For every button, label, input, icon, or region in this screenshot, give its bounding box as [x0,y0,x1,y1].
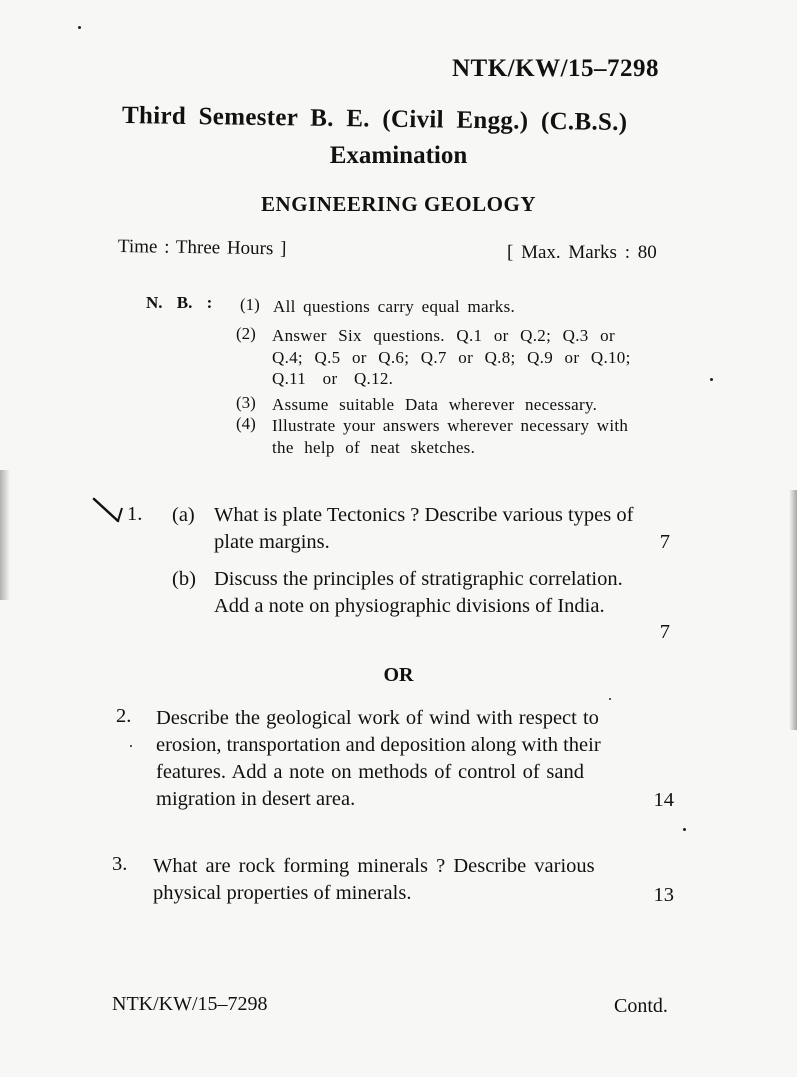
question-text: migration in desert area. [156,788,356,810]
question-number: 3. [112,853,128,875]
scan-speck [130,745,132,747]
scan-speck [78,26,81,29]
scan-speck [683,828,686,831]
question-text: Discuss the principles of stratigraphic correlation. [214,568,623,590]
exam-title: Third Semester B. E. (Civil Engg.) (C.B.S.) [121,102,628,137]
question-part-label: (a) [172,504,195,526]
paper-code: NTK/KW/15–7298 [452,55,660,82]
question-text: Describe the geological work of wind with respect to [156,707,599,729]
question-marks: 7 [659,531,670,553]
question-marks: 14 [653,789,674,811]
question-text: physical properties of minerals. [153,882,412,904]
scan-speck [710,378,713,381]
note-line: Assume suitable Data wherever necessary. [272,395,598,414]
footer-paper-code: NTK/KW/15–7298 [112,993,268,1015]
max-marks: [ Max. Marks : 80 [507,242,657,263]
question-number: 2. [116,705,132,727]
scan-edge-left [0,470,10,600]
question-text: erosion, transportation and deposition along with their [156,734,601,756]
exam-title-line2: Examination [329,142,468,169]
question-number: 1. [127,503,143,525]
question-marks: 7 [659,621,670,643]
question-text: What is plate Tectonics ? Describe various types of [214,504,634,526]
question-text: plate margins. [214,531,330,553]
question-text: What are rock forming minerals ? Describe various [153,855,595,877]
scan-speck [609,698,611,700]
continued-label: Contd. [614,995,668,1017]
note-line: All questions carry equal marks. [273,297,516,316]
note-line: Illustrate your answers wherever necessary with [272,416,629,435]
note-number: (3) [236,393,256,412]
or-separator: OR [383,664,414,686]
time-allowed: Time : Three Hours ] [117,236,287,260]
note-number: (1) [240,295,260,314]
question-text: Add a note on physiographic divisions of India. [214,595,605,617]
note-line: the help of neat sketches. [272,438,476,457]
note-number: (4) [236,414,256,433]
note-line: Q.4; Q.5 or Q.6; Q.7 or Q.8; Q.9 or Q.10; [272,348,631,367]
question-text: features. Add a note on methods of control of sand [156,761,584,783]
note-number: (2) [236,324,256,343]
note-line: Q.11 or Q.12. [272,369,394,388]
scan-edge-right [789,490,797,730]
question-part-label: (b) [172,568,196,590]
subject-heading: ENGINEERING GEOLOGY [261,192,536,216]
note-line: Answer Six questions. Q.1 or Q.2; Q.3 or [272,326,615,345]
question-marks: 13 [653,884,674,906]
notes-label: N. B. : [146,293,213,312]
